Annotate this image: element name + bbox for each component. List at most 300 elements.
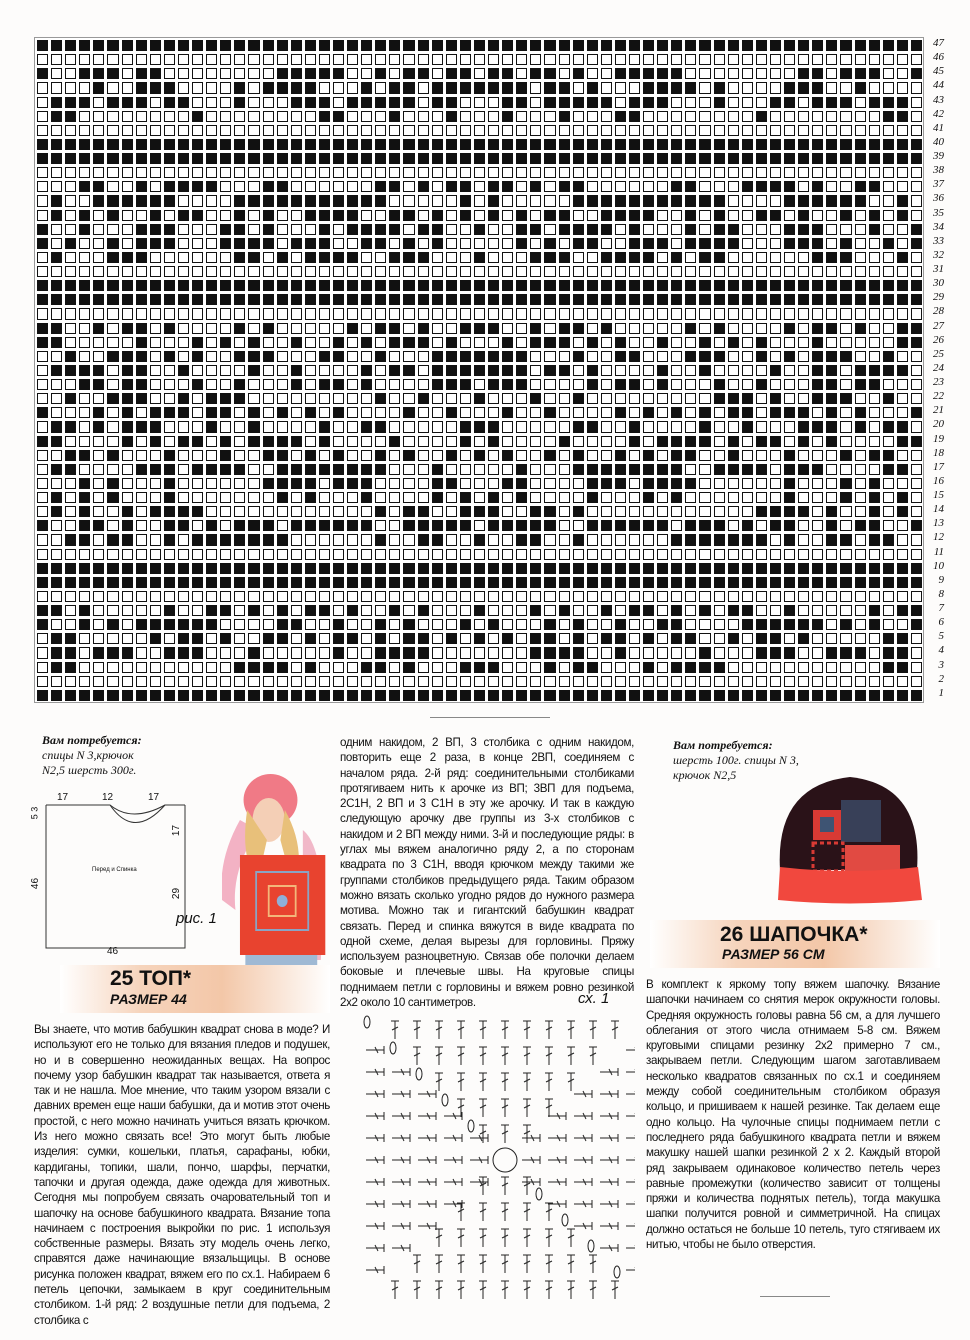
grid-cell [51, 450, 62, 461]
grid-cell [826, 280, 837, 291]
grid-cell [164, 662, 175, 673]
grid-cell [685, 577, 696, 588]
grid-cell [122, 238, 133, 249]
grid-cell [192, 323, 203, 334]
grid-cell [671, 82, 682, 93]
grid-cell [488, 421, 499, 432]
grid-cell [840, 534, 851, 545]
grid-cell [798, 676, 809, 687]
grid-cell [192, 337, 203, 348]
grid-cell [812, 238, 823, 249]
grid-cell [840, 619, 851, 630]
grid-cell [840, 591, 851, 602]
grid-cell [65, 619, 76, 630]
grid-cell [305, 139, 316, 150]
grid-cell [51, 591, 62, 602]
grid-cell [671, 591, 682, 602]
grid-cell [869, 421, 880, 432]
grid-cell [530, 54, 541, 65]
grid-cell [826, 195, 837, 206]
grid-cell [699, 421, 710, 432]
row-number: 17 [933, 460, 944, 473]
grid-cell [897, 153, 908, 164]
grid-cell [248, 210, 259, 221]
grid-cell [248, 238, 259, 249]
grid-cell [107, 323, 118, 334]
grid-cell [629, 647, 640, 658]
grid-cell [784, 139, 795, 150]
grid-cell [530, 153, 541, 164]
grid-cell [122, 294, 133, 305]
grid-cell [347, 676, 358, 687]
stitch-symbol [418, 1134, 436, 1142]
grid-cell [728, 54, 739, 65]
grid-cell [319, 492, 330, 503]
grid-cell [65, 379, 76, 390]
grid-cell [432, 421, 443, 432]
grid-cell [248, 619, 259, 630]
grid-cell [234, 266, 245, 277]
grid-cell [122, 82, 133, 93]
grid-cell [573, 549, 584, 560]
grid-cell [559, 40, 570, 51]
grid-cell [65, 506, 76, 517]
grid-cell [770, 393, 781, 404]
grid-cell [728, 252, 739, 263]
grid-cell [530, 633, 541, 644]
grid-cell [403, 153, 414, 164]
grid-cell [488, 563, 499, 574]
grid-cell [375, 266, 386, 277]
grid-cell [192, 365, 203, 376]
stitch-symbol [392, 1068, 410, 1076]
grid-cell [530, 139, 541, 150]
grid-cell [37, 690, 48, 701]
stitch-symbol [522, 1134, 540, 1142]
grid-cell [911, 549, 922, 560]
grid-cell [446, 252, 457, 263]
grid-cell [164, 125, 175, 136]
grid-cell [206, 365, 217, 376]
grid-cell [657, 97, 668, 108]
stitch-symbol [548, 1178, 566, 1186]
grid-cell [855, 365, 866, 376]
grid-cell [446, 139, 457, 150]
grid-cell [178, 407, 189, 418]
grid-cell [460, 478, 471, 489]
grid-cell [375, 549, 386, 560]
grid-cell [51, 421, 62, 432]
grid-cell [474, 421, 485, 432]
grid-cell [333, 605, 344, 616]
stitch-symbol [418, 1178, 436, 1186]
grid-cell [389, 266, 400, 277]
grid-cell [671, 520, 682, 531]
stitch-symbol [391, 1281, 399, 1299]
grid-cell [418, 478, 429, 489]
grid-cell [178, 294, 189, 305]
grid-cell [361, 436, 372, 447]
grid-cell [601, 54, 612, 65]
grid-cell [544, 224, 555, 235]
grid-cell [93, 478, 104, 489]
grid-cell [206, 266, 217, 277]
grid-cell [403, 506, 414, 517]
grid-cell [587, 605, 598, 616]
grid-cell [263, 662, 274, 673]
grid-cell [601, 167, 612, 178]
grid-cell [699, 492, 710, 503]
grid-cell [516, 266, 527, 277]
grid-cell [347, 450, 358, 461]
grid-cell [150, 252, 161, 263]
grid-cell [220, 210, 231, 221]
grid-cell [559, 238, 570, 249]
grid-cell [319, 167, 330, 178]
grid-cell [122, 436, 133, 447]
grid-cell [446, 506, 457, 517]
grid-cell [403, 379, 414, 390]
grid-cell [403, 577, 414, 588]
grid-cell [573, 506, 584, 517]
grid-cell [573, 464, 584, 475]
grid-cell [883, 181, 894, 192]
grid-cell [164, 294, 175, 305]
grid-cell [347, 252, 358, 263]
grid-cell [502, 210, 513, 221]
stitch-symbol [600, 1222, 618, 1230]
grid-cell [784, 167, 795, 178]
grid-cell [277, 181, 288, 192]
grid-cell [432, 323, 443, 334]
grid-cell [897, 647, 908, 658]
grid-cell [798, 82, 809, 93]
grid-cell [361, 619, 372, 630]
grid-cell [418, 393, 429, 404]
grid-cell [107, 294, 118, 305]
grid-cell [699, 591, 710, 602]
grid-cell [361, 252, 372, 263]
grid-cell [798, 520, 809, 531]
grid-cell [587, 436, 598, 447]
grid-cell [784, 210, 795, 221]
grid-cell [488, 633, 499, 644]
grid-cell [389, 506, 400, 517]
grid-cell [361, 450, 372, 461]
grid-cell [685, 393, 696, 404]
grid-cell [403, 436, 414, 447]
grid-cell [699, 520, 710, 531]
grid-cell [784, 294, 795, 305]
grid-cell [93, 520, 104, 531]
grid-cell [615, 294, 626, 305]
grid-cell [502, 534, 513, 545]
grid-cell [897, 111, 908, 122]
grid-cell [122, 407, 133, 418]
grid-cell [770, 450, 781, 461]
grid-cell [418, 68, 429, 79]
grid-cell [446, 97, 457, 108]
grid-cell [770, 68, 781, 79]
grid-cell [460, 464, 471, 475]
grid-cell [305, 224, 316, 235]
stitch-symbol [626, 1244, 635, 1252]
grid-cell [164, 111, 175, 122]
grid-cell [460, 407, 471, 418]
grid-cell [432, 365, 443, 376]
stitch-symbol [626, 1200, 635, 1208]
chain-symbol [468, 1120, 474, 1132]
grid-cell [798, 125, 809, 136]
grid-cell [742, 308, 753, 319]
grid-cell [544, 421, 555, 432]
grid-cell [220, 97, 231, 108]
grid-cell [685, 464, 696, 475]
grid-cell [347, 662, 358, 673]
grid-cell [291, 619, 302, 630]
grid-cell [685, 647, 696, 658]
grid-cell [178, 393, 189, 404]
grid-cell [164, 54, 175, 65]
grid-cell [826, 492, 837, 503]
grid-cell [319, 450, 330, 461]
grid-cell [122, 308, 133, 319]
grid-cell [333, 549, 344, 560]
grid-cell [305, 549, 316, 560]
grid-cell [728, 577, 739, 588]
grid-cell [460, 337, 471, 348]
stitch-symbol [392, 1112, 410, 1120]
grid-cell [897, 40, 908, 51]
grid-cell [728, 393, 739, 404]
grid-cell [643, 591, 654, 602]
grid-cell [671, 690, 682, 701]
grid-cell [587, 351, 598, 362]
grid-cell [798, 210, 809, 221]
grid-cell [263, 436, 274, 447]
grid-cell [150, 54, 161, 65]
grid-cell [37, 40, 48, 51]
grid-cell [206, 210, 217, 221]
grid-cell [869, 605, 880, 616]
grid-cell [728, 619, 739, 630]
grid-cell [784, 605, 795, 616]
grid-cell [234, 252, 245, 263]
stitch-symbol [435, 1255, 443, 1273]
grid-cell [220, 464, 231, 475]
grid-cell [770, 605, 781, 616]
grid-cell [699, 40, 710, 51]
grid-cell [869, 153, 880, 164]
grid-cell [150, 492, 161, 503]
grid-cell [573, 68, 584, 79]
grid-cell [305, 97, 316, 108]
grid-cell [122, 379, 133, 390]
grid-cell [178, 111, 189, 122]
grid-cell [840, 393, 851, 404]
grid-cell [192, 393, 203, 404]
grid-cell [897, 478, 908, 489]
grid-cell [150, 139, 161, 150]
grid-cell [418, 464, 429, 475]
grid-cell [361, 506, 372, 517]
grid-cell [883, 421, 894, 432]
row-number: 10 [933, 559, 944, 572]
grid-cell [206, 294, 217, 305]
grid-cell [93, 605, 104, 616]
grid-cell [559, 294, 570, 305]
stitch-symbol [545, 1073, 553, 1091]
grid-cell [869, 577, 880, 588]
grid-cell [728, 464, 739, 475]
grid-cell [136, 195, 147, 206]
grid-cell [107, 577, 118, 588]
grid-cell [812, 478, 823, 489]
grid-cell [869, 365, 880, 376]
grid-cell [911, 252, 922, 263]
grid-cell [897, 605, 908, 616]
grid-cell [192, 266, 203, 277]
grid-cell [432, 450, 443, 461]
grid-cell [657, 662, 668, 673]
grid-cell [855, 125, 866, 136]
grid-cell [911, 464, 922, 475]
grid-cell [220, 379, 231, 390]
row-number: 28 [933, 305, 944, 318]
grid-cell [206, 111, 217, 122]
grid-cell [826, 351, 837, 362]
grid-cell [742, 40, 753, 51]
grid-cell [460, 549, 471, 560]
grid-cell [544, 97, 555, 108]
materials-line: шерсть 100г. спицы N 3, [673, 753, 799, 767]
grid-cell [615, 139, 626, 150]
grid-cell [869, 393, 880, 404]
grid-cell [164, 153, 175, 164]
grid-cell [559, 534, 570, 545]
grid-cell [742, 450, 753, 461]
grid-cell [855, 619, 866, 630]
grid-cell [460, 111, 471, 122]
stitch-symbol [523, 1203, 531, 1221]
grid-cell [277, 111, 288, 122]
grid-cell [544, 492, 555, 503]
grid-cell [587, 111, 598, 122]
grid-cell [840, 633, 851, 644]
grid-cell [714, 308, 725, 319]
grid-cell [756, 351, 767, 362]
grid-cell [107, 450, 118, 461]
grid-cell [615, 210, 626, 221]
grid-cell [897, 167, 908, 178]
grid-cell [277, 351, 288, 362]
grid-cell [629, 111, 640, 122]
grid-cell [573, 591, 584, 602]
grid-cell [164, 379, 175, 390]
grid-cell [291, 534, 302, 545]
grid-cell [122, 492, 133, 503]
grid-cell [883, 492, 894, 503]
grid-cell [192, 633, 203, 644]
grid-cell [911, 351, 922, 362]
grid-cell [502, 139, 513, 150]
grid-cell [911, 563, 922, 574]
grid-cell [122, 68, 133, 79]
stitch-symbol [589, 1255, 597, 1273]
grid-cell [248, 224, 259, 235]
grid-cell [93, 365, 104, 376]
grid-cell [37, 563, 48, 574]
grid-cell [798, 464, 809, 475]
grid-cell [756, 238, 767, 249]
grid-cell [573, 153, 584, 164]
grid-cell [305, 238, 316, 249]
grid-cell [389, 280, 400, 291]
grid-cell [530, 195, 541, 206]
grid-cell [291, 492, 302, 503]
grid-cell [375, 464, 386, 475]
grid-cell [361, 351, 372, 362]
grid-cell [671, 676, 682, 687]
grid-cell [559, 421, 570, 432]
grid-cell [164, 450, 175, 461]
grid-cell [319, 68, 330, 79]
grid-cell [37, 224, 48, 235]
grid-cell [770, 181, 781, 192]
grid-cell [869, 97, 880, 108]
stitch-symbol [626, 1266, 635, 1274]
grid-cell [728, 351, 739, 362]
grid-cell [136, 450, 147, 461]
grid-cell [65, 337, 76, 348]
grid-cell [220, 195, 231, 206]
grid-cell [432, 633, 443, 644]
grid-cell [51, 238, 62, 249]
grid-cell [65, 450, 76, 461]
grid-cell [164, 40, 175, 51]
row-number: 37 [933, 178, 944, 191]
grid-cell [714, 280, 725, 291]
grid-cell [601, 549, 612, 560]
grid-cell [248, 153, 259, 164]
grid-cell [629, 619, 640, 630]
grid-cell [375, 323, 386, 334]
grid-cell [178, 82, 189, 93]
grid-cell [305, 280, 316, 291]
stitch-symbol [548, 1156, 566, 1164]
grid-cell [220, 436, 231, 447]
grid-cell [615, 365, 626, 376]
grid-cell [812, 252, 823, 263]
grid-cell [826, 82, 837, 93]
grid-cell [375, 54, 386, 65]
grid-cell [784, 478, 795, 489]
grid-cell [319, 210, 330, 221]
grid-cell [291, 633, 302, 644]
grid-cell [178, 195, 189, 206]
dim-label: 5 3 [29, 806, 40, 820]
grid-cell [488, 662, 499, 673]
grid-cell [488, 492, 499, 503]
grid-cell [107, 506, 118, 517]
grid-cell [474, 506, 485, 517]
grid-cell [559, 252, 570, 263]
grid-cell [601, 605, 612, 616]
grid-cell [206, 676, 217, 687]
grid-cell [403, 520, 414, 531]
grid-cell [728, 647, 739, 658]
grid-cell [192, 82, 203, 93]
